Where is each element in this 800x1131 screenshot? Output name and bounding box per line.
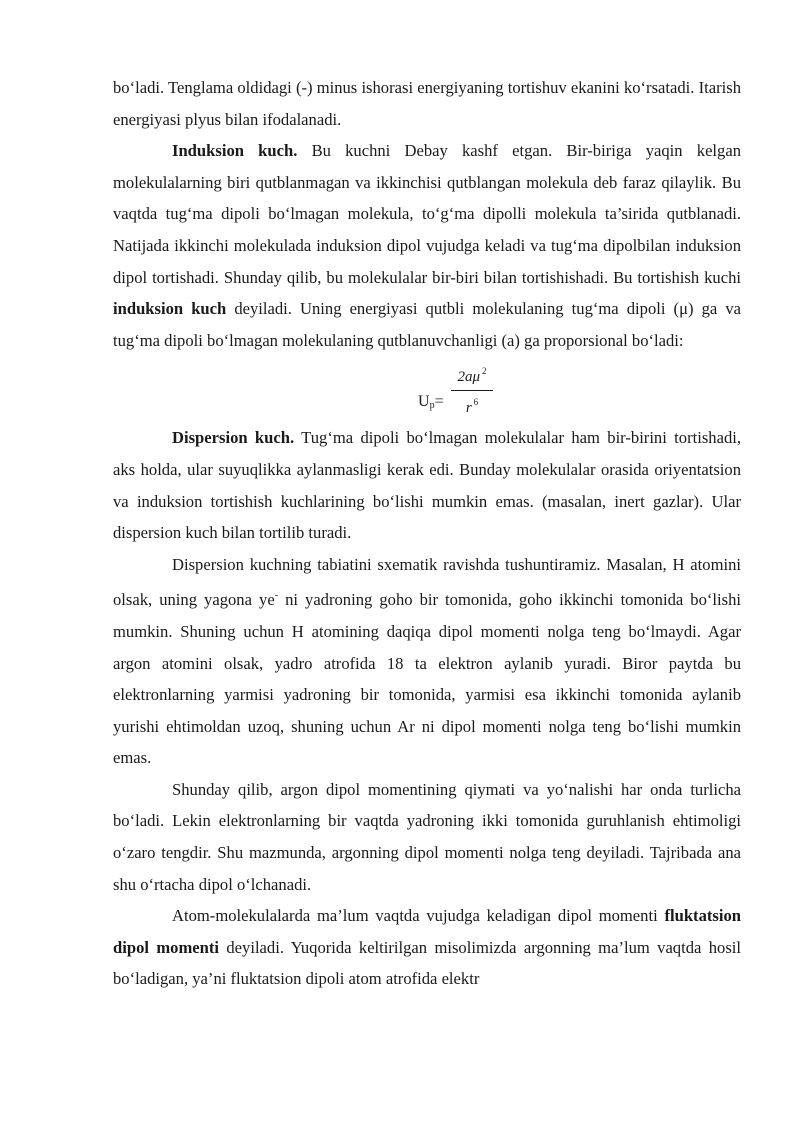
electron-charge-superscript: - xyxy=(274,590,279,602)
paragraph-induksion-text-a: Bu kuchni Debay kashf etgan. Bir-biriga yaqin kelgan molekulalarning biri qutblanmagan va ikkinchisi qutblangan molekula deb faraz qilaylik. Bu vaqtda tug‘ma dipoli bo‘lmagan molekula, to‘g‘ma dipolli molekula ta’sirida qutblanadi. Natijada ikkinchi molekulada induksion dipol vujudga keladi va tug‘ma dipolbilan induksion dipol tortishadi. Shunday qilib, bu molekulalar bir-biri bilan tortishishadi. Bu tortishish kuchi xyxy=(113,141,741,287)
paragraph-dispersion-text: Tug‘ma dipoli bo‘lmagan molekulalar ham bir-birini tortishadi, aks holda, ular suyuqlikka aylanmasligi kerak edi. Bunday molekulalar orasida oriyentatsion va induksion tortishish kuchlarining bo‘lishi mumkin emas. (masalan, inert gazlar). Ular dispersion kuch bilan tortilib turadi. xyxy=(113,428,742,543)
formula-lhs xyxy=(418,386,444,422)
paragraph-fluctuation xyxy=(113,900,741,995)
formula-equals: = xyxy=(434,393,444,411)
term-induksion-kuch: induksion kuch xyxy=(113,299,227,319)
paragraph-argon-dipole-text: Shunday qilib, argon dipol momentining qiymati va yo‘nalishi har onda turlicha bo‘ladi. Lekin elektronlarning bir vaqtda yadroning ikki tomonida guruhlanish ehtimoligi o‘zaro tengdir. Shu mazmunda, argonning dipol momenti nolga teng deyiladi. Tajribada ana shu o‘rtacha dipol o‘lchanadi. xyxy=(113,779,741,894)
paragraph-dispersion xyxy=(113,422,741,548)
formula-lhs-symbol: U xyxy=(418,393,430,411)
heading-induksion-kuch: Induksion kuch. xyxy=(172,141,298,161)
paragraph-dispersion-nature xyxy=(113,549,741,774)
formula-denominator-text: r xyxy=(465,400,472,417)
body-text xyxy=(113,72,741,995)
formula-denominator xyxy=(451,391,493,419)
formula-numerator-text: 2aμ xyxy=(457,369,481,386)
formula-lhs-subscript: p xyxy=(429,400,435,412)
heading-dispersion-kuch: Dispersion kuch. xyxy=(172,428,295,448)
formula-denominator-exponent: 6 xyxy=(473,397,479,408)
term-fluktatsion-dipol-momenti: fluktatsion dipol momenti xyxy=(113,906,741,957)
paragraph-induksion xyxy=(113,135,741,356)
formula-numerator xyxy=(451,358,493,390)
paragraph-induksion-text-b: deyiladi. Uning energiyasi qutbli molekulaning tug‘ma dipoli (μ) ga va tug‘ma dipoli bo‘lmagan molekulaning qutblanuvchanligi (a) ga proporsional bo‘ladi: xyxy=(113,299,741,350)
paragraph-fluctuation-text-a: Atom-molekulalarda ma’lum vaqtda vujudga keladigan dipol momenti xyxy=(172,906,665,926)
paragraph-dispersion-nature-text-a: Dispersion kuchning tabiatini sxematik ravishda tushuntiramiz. Masalan, H atomini olsak, uning yagona ye xyxy=(113,554,741,610)
formula-fraction xyxy=(451,358,493,419)
paragraph-1-text: bo‘ladi. Tenglama oldidagi (-) minus ishorasi energiyaning tortishuv ekanini ko‘rsatadi. Itarish energiyasi plyus bilan ifodalanadi. xyxy=(113,78,741,129)
paragraph-1 xyxy=(113,72,741,135)
paragraph-dispersion-nature-text-b: ni yadroning goho bir tomonida, goho ikkinchi tomonida bo‘lishi mumkin. Shuning uchun H atomining daqiqa dipol momenti nolga teng bo‘lmaydi. Agar argon atomini olsak, yadro atrofida 18 ta elektron aylanib yuradi. Biror paytda bu elektronlarning yarmisi yadroning bir tomonida, yarmisi esa ikkinchi tomonida aylanib yurishi ehtimoldan uzoq, shuning uchun Ar ni dipol momenti nolga teng bo‘lishi mumkin emas. xyxy=(113,590,742,768)
paragraph-fluctuation-text-b: deyiladi. Yuqorida keltirilgan misolimizda argonning ma’lum vaqtda hosil bo‘ladigan, ya’ni fluktatsion dipoli atom atrofida elektr xyxy=(113,937,742,989)
paragraph-argon-dipole xyxy=(113,774,741,900)
formula-induction-energy xyxy=(113,356,741,422)
formula-numerator-exponent: 2 xyxy=(482,366,487,377)
